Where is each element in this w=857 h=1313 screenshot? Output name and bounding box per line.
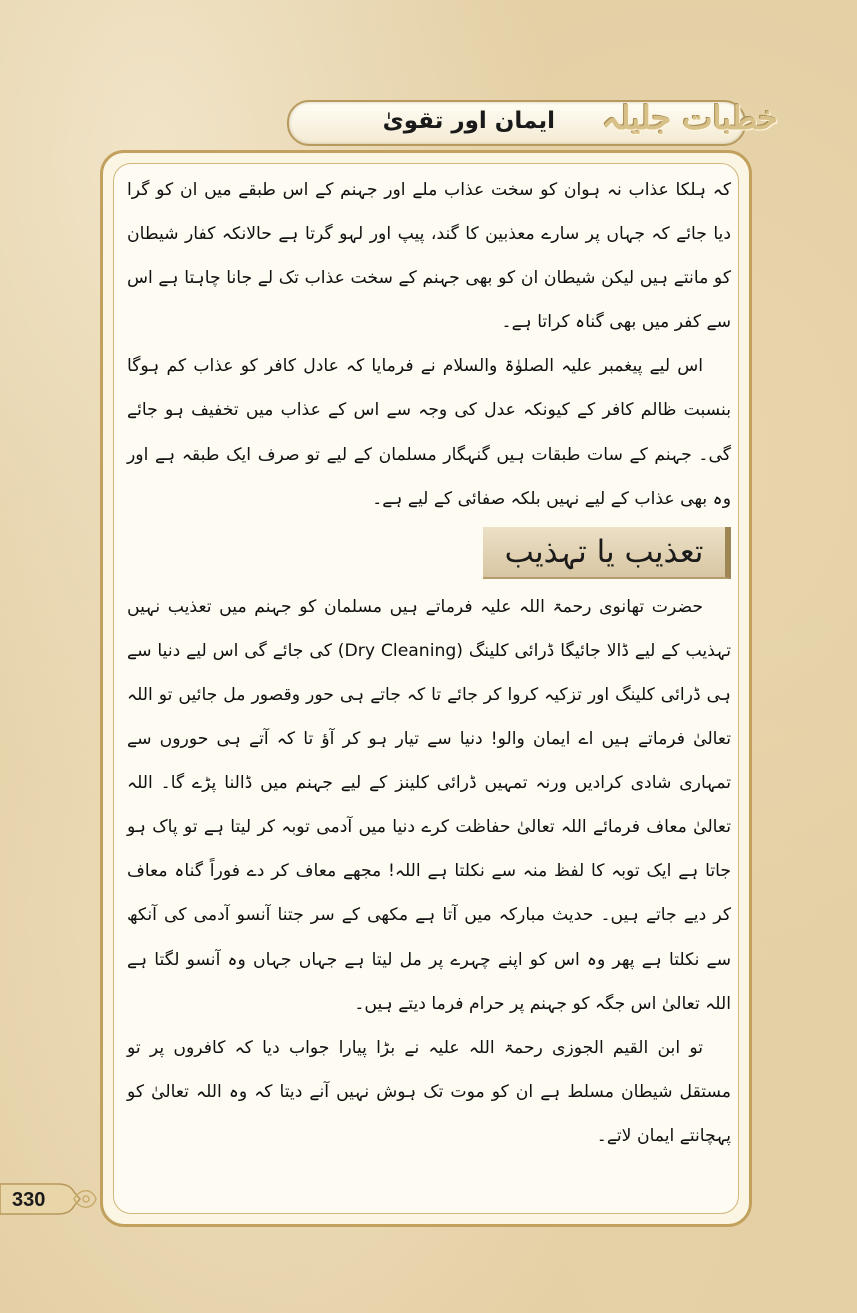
page-body xyxy=(127,168,731,1158)
chapter-title: ایمان اور تقویٰ xyxy=(382,108,555,134)
page-number: 330 xyxy=(12,1189,46,1211)
book-logo: خطبات جلیلہ xyxy=(601,99,779,137)
section-heading-box xyxy=(127,523,731,581)
paragraph: اس لیے پیغمبر علیہ الصلوٰۃ والسلام نے فرمایا کہ عادل کافر کو عذاب کم ہوگا بنسبت ظالم کافر کے کیونکہ عدل کی وجہ سے اس کے عذاب میں تخفیف ہو جائے گی۔ جہنم کے سات طبقات ہیں گنہگار مسلمان کے لیے تو صرف ایک طبقہ ہے اور وہ بھی عذاب کے لیے نہیں بلکہ صفائی کے لیے ہے۔ xyxy=(127,356,731,509)
paragraph: تو ابن القیم الجوزی رحمۃ اللہ علیہ نے بڑا پیارا جواب دیا کہ کافروں پر تو مستقل شیطان مسلط ہے ان کو موت تک ہوش نہیں آنے دیتا کہ وہ اللہ تعالیٰ کو پہچانتے ایمان لاتے۔ xyxy=(127,1037,731,1146)
paragraph: حضرت تھانوی رحمۃ اللہ علیہ فرماتے ہیں مسلمان کو جہنم میں تعذیب نہیں تہذیب کے لیے ڈالا جائیگا ڈرائی کلینگ (Dry Cleaning) کی جائے گی اس لیے دنیا سے ہی ڈرائی کلینگ اور تزکیہ کروا کر جائے تا کہ جاتے ہی حور وقصور مل جائیں تو اللہ تعالیٰ فرماتے ہیں اے ایمان والو! دنیا سے تیار ہو کر آؤ تا کہ آتے ہی حوروں سے تمہاری شادی کرادیں ورنہ تمہیں ڈرائی کلینز کے لیے جہنم میں ڈالنا پڑے گا۔ اللہ تعالیٰ معاف فرمائے اللہ تعالیٰ حفاظت کرے دنیا میں آدمی توبہ کر لیتا ہے تو پاک ہو جاتا ہے ایک توبہ کا لفظ منہ سے نکلتا ہے اللہ! مجھے معاف کر دے فوراً گناہ معاف کر دیے جاتے ہیں۔ حدیث مبارکہ میں آتا ہے مکھی کے سر جتنا آنسو آدمی کی آنکھ سے نکلتا ہے پھر وہ اس کو اپنے چہرے پر مل لیتا ہے جہاں جہاں وہ آنسو لگتا ہے اللہ تعالیٰ اس جگہ کو جہنم پر حرام فرما دیتے ہیں۔ xyxy=(127,596,732,1014)
section-heading: تعذیب یا تہذیب xyxy=(483,527,731,579)
paragraph: کہ ہلکا عذاب نہ ہوان کو سخت عذاب ملے اور جہنم کے اس طبقے میں ان کو گرا دیا جائے کہ جہاں پر سارے معذبین کا گند، پیپ اور لہو گرتا ہے حالانکہ کفار شیطان کو مانتے ہیں لیکن شیطان ان کو بھی جہنم کے سخت عذاب تک لے جانا چاہتا ہے اس سے کفر میں بھی گناہ کراتا ہے۔ xyxy=(127,180,731,333)
